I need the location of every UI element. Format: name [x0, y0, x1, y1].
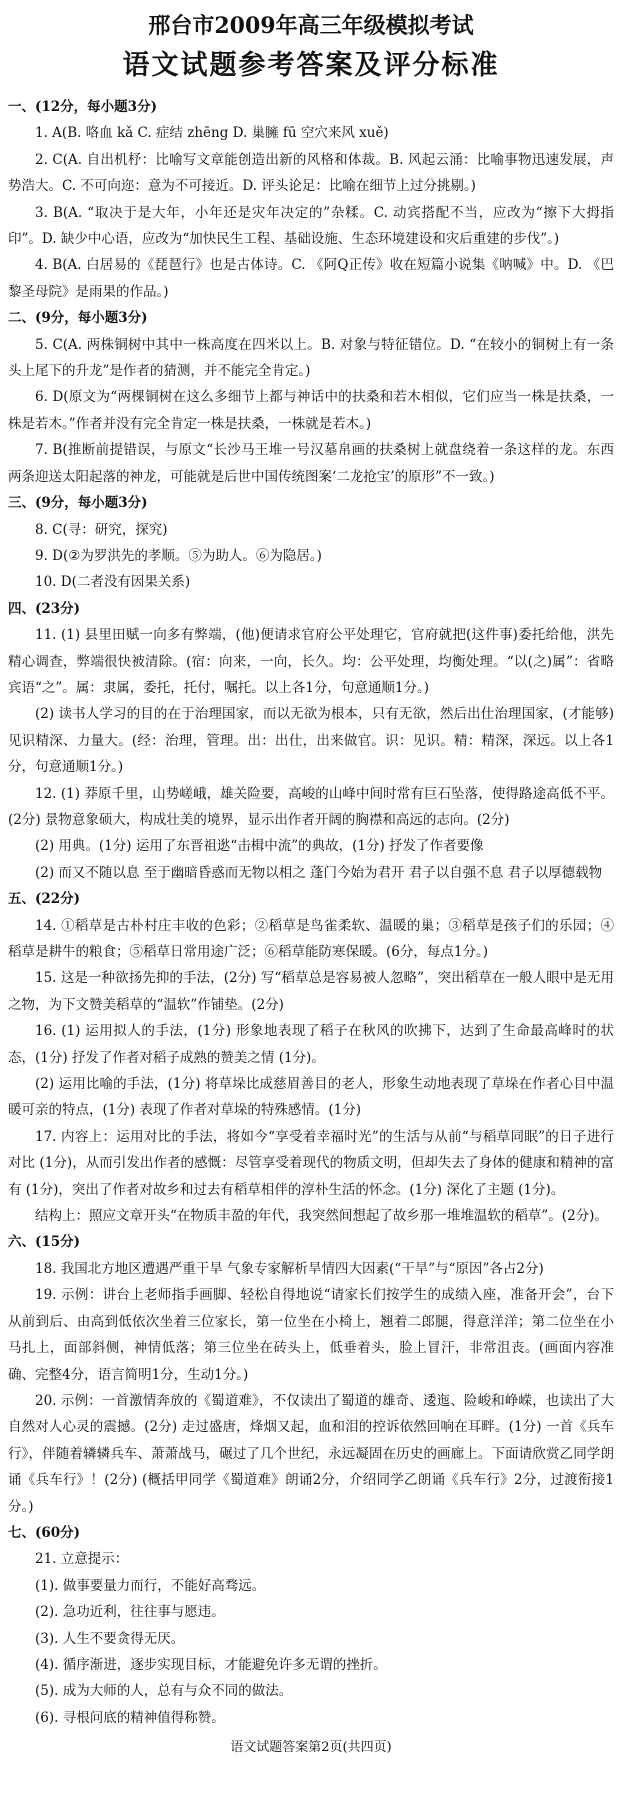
- answer-paragraph: 4. B(A. 白居易的《琵琶行》也是古体诗。C. 《阿Q正传》收在短篇小说集《呐喊》中。D. 《巴黎圣母院》是雨果的作品。): [8, 257, 614, 300]
- answer-paragraph: 9. D(②为罗洪先的孝顺。⑤为助人。⑥为隐居。): [35, 547, 322, 564]
- section-6: [8, 1229, 614, 1519]
- answer-paragraph: (6). 寻根问底的精神值得称赞。: [35, 1709, 225, 1726]
- answer-paragraph: 3. B(A. “取决于是大年，小年还是灾年决定的”杂糅。C. 动宾搭配不当，应改为“擦下大拇指印”。D. 缺少中心语，应改为“加快民生工程、基础设施、生态环境建设和灾后重建的步伐”。): [8, 204, 614, 248]
- answer-paragraph: 12. (1) 莽原千里，山势嵯峨，雄关险要，高峻的山峰中间时常有巨石坠落，使得路途高低不平。(2分) 景物意象硕大，构成壮美的境界，显示出作者开阔的胸襟和高远的志向。(2分): [8, 785, 614, 828]
- answer-paragraph: 18. 我国北方地区遭遇严重干旱 气象专家解析旱情四大因素(“干旱”与“原因”各占2分): [35, 1260, 544, 1277]
- answer-paragraph: 19. 示例：讲台上老师指手画脚、轻松自得地说“请家长们按学生的成绩入座，准备开会”，台下从前到后、由高到低依次坐着三位家长，第一位坐在小椅上，翘着二郎腿，得意洋洋；第二位坐在小马扎上，面部斜侧，神情低落；第三位坐在砖头上，低垂着头，脸上冒汗，非常沮丧。(画面内容准确、完整4分，语言简明1分，生动1分。): [8, 1287, 614, 1383]
- answer-paragraph: (3). 人生不要贪得无厌。: [35, 1630, 185, 1647]
- answer-paragraph: (2). 急功近利，往往事与愿违。: [35, 1604, 225, 1621]
- answer-paragraph: (2) 运用比喻的手法，(1分) 将草垛比成慈眉善目的老人，形象生动地表现了草垛在作者心目中温暖可亲的特点，(1分) 表现了作者对草垛的特殊感情。(1分): [8, 1076, 614, 1119]
- answer-paragraph: (1). 做事要量力而行，不能好高骛远。: [35, 1577, 266, 1594]
- document-title: 语文试题参考答案及评分标准: [122, 50, 500, 81]
- section-heading: 五、(22分): [8, 891, 81, 908]
- answer-paragraph: 10. D(二者没有因果关系): [35, 574, 191, 591]
- section-heading: 二、(9分，每小题3分): [8, 310, 148, 327]
- answer-paragraph: 16. (1) 运用拟人的手法，(1分) 形象地表现了稻子在秋风的吹拂下，达到了生命最高峰时的状态，(1分) 抒发了作者对稻子成熟的赞美之情 (1分)。: [8, 1023, 614, 1066]
- answer-paragraph: 21. 立意提示：: [35, 1551, 129, 1568]
- section-heading: 四、(23分): [8, 600, 81, 617]
- answer-paragraph: 20. 示例：一首激情奔放的《蜀道难》，不仅读出了蜀道的雄奇、逶迤、险峻和峥嵘，也读出了大自然对人心灵的震撼。(2分) 走过盛唐，烽烟又起，血和泪的控诉依然回响在耳畔。(1分) 一首《兵车行》，伴随着辚辚兵车、萧萧战马，碾过了几个世纪，永远凝固在历史的画廊上。下面请欣赏乙同学朗诵《兵车行》！(2分) (概括甲同学《蜀道难》朗诵2分，介绍同学乙朗诵《兵车行》2分，过渡衔接1分。): [8, 1392, 614, 1515]
- answer-paragraph: 2. C(A. 自出机杼：比喻写文章能创造出新的风格和体裁。B. 风起云涌：比喻事物迅速发展，声势浩大。C. 不可向迩：意为不可接近。D. 评头论足：比喻在细节上过分挑剔。): [8, 151, 614, 195]
- answer-paragraph: 11. (1) 县里田赋一向多有弊端，(他)便请求官府公平处理它，官府就把(这件事)委托给他，洪先精心调查，弊端很快被清除。(宿：向来，一向，长久。均：公平处理，均衡处理。“以(之)属”：省略宾语“之”。属：隶属，委托，托付，嘱托。以上各1分，句意通顺1分。): [8, 627, 614, 696]
- answer-paragraph: 5. C(A. 两株铜树中其中一株高度在四米以上。B. 对象与特征错位。D. “在较小的铜树上有一条头上尾下的升龙”是作者的猜测，并不能完全肯定。): [8, 336, 614, 380]
- answer-paragraph: 结构上：照应文章开头“在物质丰盈的年代，我突然间想起了故乡那一堆堆温软的稻草”。(2分)。: [35, 1208, 608, 1225]
- section-heading: 一、(12分，每小题3分): [8, 99, 157, 115]
- answer-paragraph: (4). 循序渐进，逐步实现目标，才能避免许多无谓的挫折。: [35, 1656, 387, 1673]
- section-5: [8, 886, 614, 1229]
- section-heading: 三、(9分，每小题3分): [8, 495, 148, 512]
- answer-paragraph: 6. D(原文为“两棵铜树在这么多细节上都与神话中的扶桑和若木相似，它们应当一株是扶桑，一株是若木。”作者并没有完全肯定一株是扶桑，一株就是若木。): [8, 389, 614, 432]
- exam-title: 邢台市2009年高三年级模拟考试: [148, 13, 474, 39]
- section-7: [8, 1520, 614, 1731]
- section-4: [8, 596, 614, 886]
- answer-paragraph: (2) 用典。(1分) 运用了东晋祖逖“击楫中流”的典故，(1分) 抒发了作者要像: [35, 838, 484, 855]
- answer-paragraph: (2) 而又不随以息 至于幽暗昏惑而无物以相之 蓬门今始为君开 君子以自强不息 君子以厚德载物: [35, 864, 603, 881]
- answer-paragraph: 15. 这是一种欲扬先抑的手法，(2分) 写“稻草总是容易被人忽略”，突出稻草在一般人眼中是无用之物，为下文赞美稻草的“温软”作铺垫。(2分): [8, 970, 614, 1013]
- answer-paragraph: 7. B(推断前提错误，与原文“长沙马王堆一号汉墓帛画的扶桑树上就盘绕着一条这样的龙。东西两条迎送太阳起落的神龙，可能就是后世中国传统图案‘二龙抢宝’的原形”不一致。): [8, 442, 614, 485]
- section-3: [8, 490, 614, 596]
- answer-paragraph: (5). 成为大师的人，总有与众不同的做法。: [35, 1683, 293, 1700]
- page-footer: 语文试题答案第2页(共四页): [230, 1740, 392, 1756]
- answer-content: [8, 94, 614, 1731]
- answer-paragraph: 17. 内容上：运用对比的手法，将如今“享受着幸福时光”的生活与从前“与稻草同眠”的日子进行对比 (1分)，从而引发出作者的感慨：尽管享受着现代的物质文明，但却失去了身体的健康和精神的富有 (1分)，突出了作者对故乡和过去有稻草相伴的淳朴生活的怀念。(1分) 深化了主题 (1分)。: [8, 1128, 614, 1198]
- answer-paragraph: 8. C(寻：研究，探究): [35, 521, 168, 538]
- section-heading: 六、(15分): [8, 1234, 81, 1251]
- answer-paragraph: (2) 读书人学习的目的在于治理国家，而以无欲为根本，只有无欲，然后出仕治理国家，(才能够)见识精深、力量大。(经：治理，管理。出：出仕，出来做官。识：见识。精：精深，深远。以上各1分，句意通顺1分。): [8, 706, 614, 776]
- answer-paragraph: 14. ①稻草是古朴村庄丰收的色彩；②稻草是鸟雀柔软、温暖的巢；③稻草是孩子们的乐园；④稻草是耕牛的粮食；⑤稻草日常用途广泛；⑥稻草能防寒保暖。(6分，每点1分。): [8, 917, 614, 960]
- section-1: [8, 94, 614, 305]
- section-heading: 七、(60分): [8, 1524, 81, 1541]
- answer-paragraph: 1. A(B. 咯血 kǎ C. 症结 zhēng D. 巢臃 fū 空穴来风 xuě): [35, 125, 389, 142]
- section-2: [8, 305, 614, 490]
